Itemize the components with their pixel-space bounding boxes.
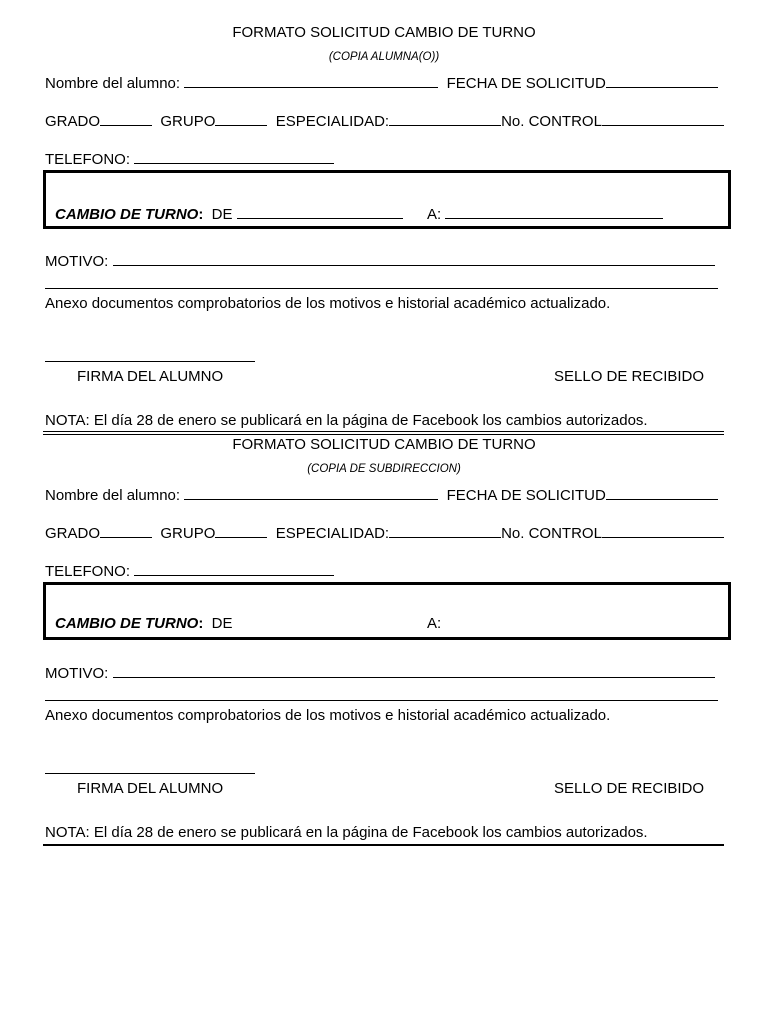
nombre-field[interactable] xyxy=(184,72,438,88)
nombre-label: Nombre del alumno: xyxy=(45,487,181,504)
anexo-text: Anexo documentos comprobatorios de los motivos e historial académico actualizado. xyxy=(45,707,611,724)
telefono-field[interactable] xyxy=(134,560,334,576)
bottom-rule xyxy=(43,844,724,846)
telefono-row xyxy=(45,560,334,581)
de-field[interactable] xyxy=(237,203,403,219)
motivo-line-2[interactable] xyxy=(45,700,718,701)
cambio-row xyxy=(55,203,403,224)
grado-field[interactable] xyxy=(100,522,152,538)
firma-line[interactable] xyxy=(45,773,255,774)
a-label: A: xyxy=(427,615,442,632)
form-subtitle: (COPIA ALUMNA(O)) xyxy=(328,51,440,63)
nombre-row xyxy=(45,484,718,505)
a-label: A: xyxy=(427,206,442,223)
firma-label: FIRMA DEL ALUMNO xyxy=(77,780,224,797)
nota-text: NOTA: El día 28 de enero se publicará en la página de Facebook los cambios autorizados. xyxy=(45,412,648,429)
grado-row xyxy=(45,110,724,131)
telefono-field[interactable] xyxy=(134,148,334,164)
control-label: No. CONTROL xyxy=(501,525,602,542)
control-field[interactable] xyxy=(602,110,724,126)
motivo-label: MOTIVO: xyxy=(45,253,109,270)
especialidad-field[interactable] xyxy=(389,110,501,126)
fecha-field[interactable] xyxy=(606,484,718,500)
form-subtitle: (COPIA DE SUBDIRECCION) xyxy=(307,463,461,475)
grupo-field[interactable] xyxy=(215,522,267,538)
form-title: FORMATO SOLICITUD CAMBIO DE TURNO xyxy=(232,24,536,41)
de-label: DE xyxy=(211,206,233,223)
cambio-label: CAMBIO DE TURNO xyxy=(55,206,199,223)
especialidad-label: ESPECIALIDAD: xyxy=(275,525,390,542)
control-label: No. CONTROL xyxy=(501,113,602,130)
a-row xyxy=(427,203,663,224)
grupo-label: GRUPO xyxy=(160,113,216,130)
cambio-colon: : xyxy=(198,615,204,632)
a-field[interactable] xyxy=(445,203,663,219)
de-label: DE xyxy=(211,615,233,632)
motivo-row xyxy=(45,250,715,271)
nota-text: NOTA: El día 28 de enero se publicará en la página de Facebook los cambios autorizados. xyxy=(45,824,648,841)
copy-divider xyxy=(43,431,724,435)
fecha-label: FECHA DE SOLICITUD xyxy=(446,487,606,504)
motivo-row xyxy=(45,662,715,683)
nombre-row xyxy=(45,72,718,93)
firma-label: FIRMA DEL ALUMNO xyxy=(77,368,224,385)
sello-label: SELLO DE RECIBIDO xyxy=(554,368,705,385)
telefono-label: TELEFONO: xyxy=(45,563,131,580)
grado-row xyxy=(45,522,724,543)
fecha-label: FECHA DE SOLICITUD xyxy=(446,75,606,92)
anexo-text: Anexo documentos comprobatorios de los motivos e historial académico actualizado. xyxy=(45,295,611,312)
motivo-field[interactable] xyxy=(113,662,715,678)
cambio-row xyxy=(55,615,233,633)
grado-label: GRADO xyxy=(45,113,101,130)
grupo-label: GRUPO xyxy=(160,525,216,542)
cambio-colon: : xyxy=(198,206,204,223)
fecha-field[interactable] xyxy=(606,72,718,88)
motivo-field[interactable] xyxy=(113,250,715,266)
especialidad-label: ESPECIALIDAD: xyxy=(275,113,390,130)
motivo-line-2[interactable] xyxy=(45,288,718,289)
grado-label: GRADO xyxy=(45,525,101,542)
sello-label: SELLO DE RECIBIDO xyxy=(554,780,705,797)
especialidad-field[interactable] xyxy=(389,522,501,538)
form-title: FORMATO SOLICITUD CAMBIO DE TURNO xyxy=(232,436,536,453)
nombre-label: Nombre del alumno: xyxy=(45,75,181,92)
cambio-label: CAMBIO DE TURNO xyxy=(55,615,199,632)
firma-line[interactable] xyxy=(45,361,255,362)
control-field[interactable] xyxy=(602,522,724,538)
telefono-row xyxy=(45,148,334,169)
motivo-label: MOTIVO: xyxy=(45,665,109,682)
grado-field[interactable] xyxy=(100,110,152,126)
grupo-field[interactable] xyxy=(215,110,267,126)
nombre-field[interactable] xyxy=(184,484,438,500)
telefono-label: TELEFONO: xyxy=(45,151,131,168)
